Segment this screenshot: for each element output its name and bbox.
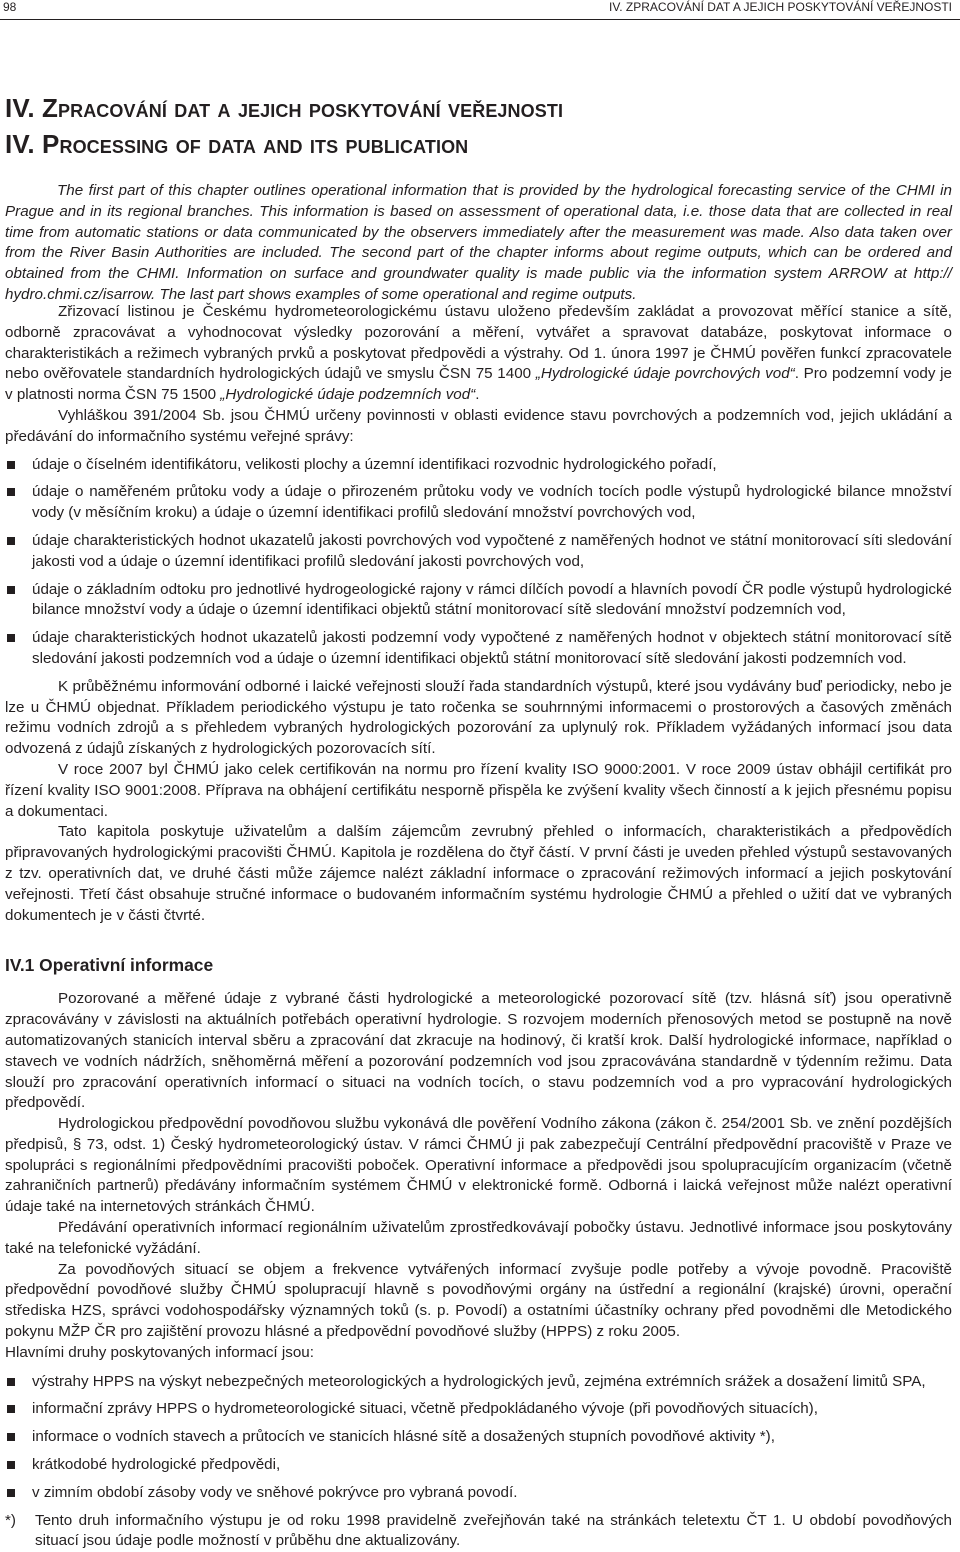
list-item: informace o vodních stavech a průtocích ve stanicích hlásné sítě a dosažených stupních povodňové aktivity *), xyxy=(5,1427,952,1448)
running-title: IV. ZPRACOVÁNÍ DAT A JEJICH POSKYTOVÁNÍ VEŘEJNOSTI xyxy=(609,0,952,14)
intro-paragraph-5: Tato kapitola poskytuje uživatelům a dalším zájemcům zevrubný přehled o informacích, charakteristikách a předpovědích připravovaných hydrologickými pracovišti ČHMÚ. Kapitola je rozdělena do čtyř částí. V první části je uveden přehled výstupů sestavovaných z tzv. operativních dat, ve druhé části může zájemce nalézt základní informace o zpracování režimových informací a jejich poskytování veřejnosti. Třetí část obsahuje stručné informace o budovaném informačním systému hydrologie ČHMÚ a přehled o užití dat ve vybraných dokumentech je v části čtvrté. xyxy=(5,823,952,924)
list-item: krátkodobé hydrologické předpovědi, xyxy=(5,1455,952,1476)
list-item: údaje o naměřeném průtoku vody a údaje o přirozeném průtoku vody ve vodních tocích podle výstupů hydrologické bilance množství vody (v měsíčním kroku) a údaje o územní identifikaci profilů sledování množství povrchových vod, xyxy=(5,482,952,524)
section-paragraph-4: Za povodňových situací se objem a frekvence vytvářených informací zvyšuje podle potřeby a vývoje povodně. Pracoviště předpovědní povodňové služby ČHMÚ spolupracují hlavně s povodňovými orgány na ústřední a regionální (krajské) úrovni, operační střediska HZS, správci vodohospodářsky významných toků (s. p. Povodí) a ostatními účastníky ochrany před povodněmi dle Metodického pokynu MŽP ČR pro zajištění provozu hlásné a předpovědní povodňové služby (HPPS) z roku 2005. xyxy=(5,1260,952,1341)
standard-title-surface: „Hydrologické údaje povrchových vod“ xyxy=(535,365,795,383)
list-item: údaje o základním odtoku pro jednotlivé hydrogeologické rajony v rámci dílčích povodí a hlavních povodí ČR podle výstupů hydrologické bilance množství vody a údaje o územní identifikaci objektů státní monitorovací sítě sledování množství podzemních vod, xyxy=(5,580,952,622)
square-bullet-icon xyxy=(7,1433,15,1441)
intro-paragraph-1: Zřizovací listinou je Českému hydrometeorologickému ústavu uloženo především zakládat a provozovat měřící stanice a sítě, odborně zpracovávat a vyhodnocovat výsledky pozorování a měření, vytvářet a spravovat databáze, poskytovat informace o charakteristikách a režimech vybraných prvků a poskytovat předpovědi a výstrahy. Od 1. února 1997 je ČHMÚ pověřen funkcí zpracovatele nebo ověřovatele standardních hydrologických údajů ve smyslu ČSN 75 1400 „Hydrologické údaje povrchových vod“. Pro podzemní vody je v platnosti norma ČSN 75 1500 „Hydrologické údaje podzemních vod“. xyxy=(5,303,952,404)
square-bullet-icon xyxy=(7,586,15,594)
section-heading: IV.1 Operativní informace xyxy=(5,955,214,976)
list-item: údaje charakteristických hodnot ukazatelů jakosti povrchových vod vypočtené z naměřených hodnot ve státní monitorovací síti sledování jakosti vod a údaje o územní identifikaci profilů sledování jakosti povrchových vod, xyxy=(5,531,952,573)
square-bullet-icon xyxy=(7,634,15,642)
square-bullet-icon xyxy=(7,537,15,545)
standard-title-ground: „Hydrologické údaje podzemních vod“ xyxy=(220,386,476,404)
section-paragraph-2: Hydrologickou předpovědní povodňovou službu vykonává dle pověření Vodního zákona (zákon č. 254/2001 Sb. ve znění pozdějších předpisů, § 73, odst. 1) Český hydrometeorologický ústav. V rámci ČHMÚ ji pak zabezpečují Centrální předpovědní pracoviště v Praze ve spolupráci s regionálními předpovědními pracovišti poboček. Operativní informace a předpovědi jsou spolupracujícím organizacím (včetně zahraničních partnerů) předávány informačním systémem ČHMÚ v elektronické formě. Odborná i laická veřejnost může nalézt operativní údaje také na internetových stránkách ČHMÚ. xyxy=(5,1115,952,1216)
obligations-list xyxy=(5,455,952,670)
square-bullet-icon xyxy=(7,461,15,469)
footnote-mark: *) xyxy=(5,1511,16,1529)
chapter-body xyxy=(5,302,952,1552)
square-bullet-icon xyxy=(7,1378,15,1386)
chapter-titles xyxy=(5,90,950,162)
english-abstract: The first part of this chapter outlines operational information that is provided by the hydrological forecasting service of the CHMI in Prague and in its regional branches. This information is based on assessment of operational data, i.e. those data that are collected in real time from automatic stations or data communicated by the observers immediately after the measurement was made. Also data taken over from the River Basin Authorities are included. The second part of the chapter informs about regime outputs, which can be ordered and obtained from the CHMI. Information on surface and groundwater quality is made public via the information system ARROW at http:// hydro.chmi.cz/isarrow. The last part shows examples of some operational and regime outputs. xyxy=(5,182,952,303)
chapter-title-cz: IV. Zpracování dat a jejich poskytování veřejnosti xyxy=(5,93,564,123)
page-number: 98 xyxy=(3,0,17,14)
section-paragraph-3: Předávání operativních informací regionálním uživatelům zprostředkovávají pobočky ústavu. Jednotlivé informace jsou poskytovány také na telefonické vyžádání. xyxy=(5,1219,952,1257)
square-bullet-icon xyxy=(7,1461,15,1469)
intro-paragraph-4: V roce 2007 byl ČHMÚ jako celek certifikován na normu pro řízení kvality ISO 9000:2001. V roce 2009 ústav obhájil certifikát pro řízení kvality ISO 9001:2008. Příprava na obhájení certifikátu nesporně přispěla ke zvýšení kvality všech činností a k jejich přesnému popisu a dokumentaci. xyxy=(5,760,952,820)
chapter-title-en: IV. Processing of data and its publication xyxy=(5,129,469,159)
list-item: údaje o číselném identifikátoru, velikosti plochy a územní identifikaci rozvodnic hydrologického pořadí, xyxy=(5,455,952,476)
list-item: údaje charakteristických hodnot ukazatelů jakosti podzemní vody vypočtené z naměřených hodnot v objektech státní monitorovací sítě sledování jakosti podzemních vod a údaje o územní identifikaci objektů státní monitorovací sítě sledování jakosti podzemních vod. xyxy=(5,628,952,670)
footnote-text: Tento druh informačního výstupu je od roku 1998 pravidelně zveřejňován také na stránkách teletextu ČT 1. U období povodňových situací jsou údaje podle možností v průběhu dne aktualizovány. xyxy=(35,1511,952,1550)
information-types-list xyxy=(5,1372,952,1504)
list-item: výstrahy HPPS na výskyt nebezpečných meteorologických a hydrologických jevů, zejména extrémních srážek a dosažení limitů SPA, xyxy=(5,1372,952,1393)
list-item: informační zprávy HPPS o hydrometeorologické situaci, včetně předpokládaného vývoje (při povodňových situacích), xyxy=(5,1399,952,1420)
list-item: v zimním období zásoby vody ve sněhové pokrývce pro vybraná povodí. xyxy=(5,1483,952,1504)
footnote xyxy=(5,1511,952,1552)
running-header xyxy=(0,0,960,20)
square-bullet-icon xyxy=(7,1489,15,1497)
section-paragraph-1: Pozorované a měřené údaje z vybrané části hydrologické a meteorologické pozorovací sítě (tzv. hlásná síť) jsou operativně zpracovávány v závislosti na aktuálních potřebách operativní hydrologie. S rozvojem moderních přenosových metod se postupně na nově automatizovaných stanicích interval sběru a zpracování dat zkracuje na hodinový, či kratší krok. Další hydrologické informace, například o stavech ve vodních nádržích, sněhoměrná měření a pozorování podzemních vod jsou zpracovávána standardně v týdenním režimu. Data slouží pro zpracování operativních informací o situaci na vodních tocích, o stavu podzemních vod a pro vypracování hydrologických předpovědí. xyxy=(5,990,952,1112)
intro-paragraph-3: K průběžnému informování odborné i laické veřejnosti slouží řada standardních výstupů, které jsou vydávány buď periodicky, nebo je lze u ČHMÚ objednat. Příkladem periodického výstupu je tato ročenka se souhrnnými informacemi o prostorových a časových změnách režimu vodních zdrojů a s přehledem vybraných hydrologických pozorování za uplynulý rok. Příkladem vyžádaných informací jsou data odvozená z údajů získaných z hydrologických pozorovacích sítí. xyxy=(5,677,952,758)
list-intro: Hlavními druhy poskytovaných informací jsou: xyxy=(5,1343,314,1361)
square-bullet-icon xyxy=(7,488,15,496)
square-bullet-icon xyxy=(7,1405,15,1413)
intro-paragraph-2: Vyhláškou 391/2004 Sb. jsou ČHMÚ určeny povinnosti v oblasti evidence stavu povrchových a podzemních vod, jejich ukládání a předávání do informačního systému veřejné správy: xyxy=(5,406,952,445)
